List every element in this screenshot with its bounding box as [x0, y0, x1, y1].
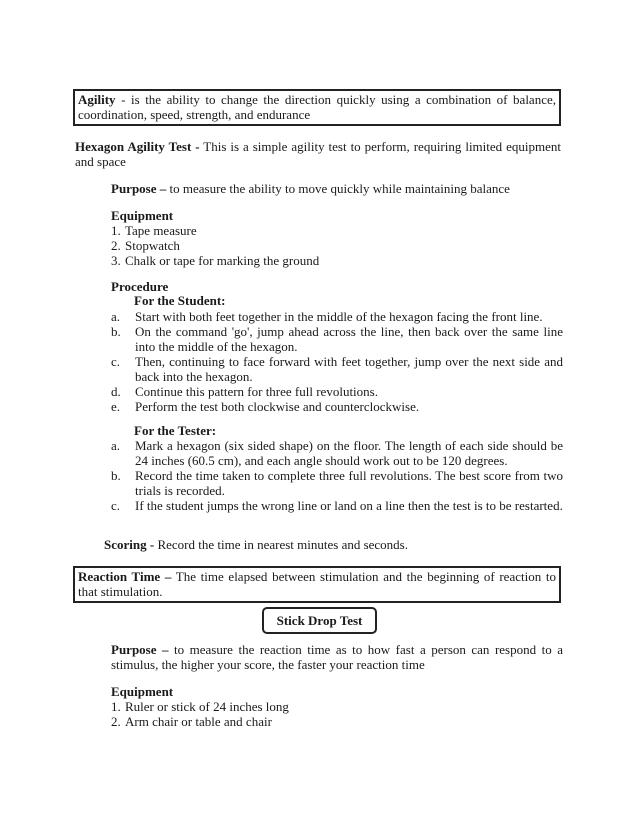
- list-item-text: Continue this pattern for three full revolutions.: [135, 384, 378, 399]
- scoring-label: Scoring -: [104, 537, 155, 552]
- list-item-text: Perform the test both clockwise and counterclockwise.: [135, 399, 420, 414]
- for-tester-heading: For the Tester:: [134, 423, 217, 438]
- stick-drop-equipment-heading: Equipment: [111, 684, 174, 699]
- list-item-text: Then, continuing to face forward with feet together, jump over the next side and back into the hexagon.: [135, 354, 563, 384]
- list-marker: a.: [111, 438, 121, 453]
- list-item-text: Record the time taken to complete three full revolutions. The best score from two trials is recorded.: [135, 468, 563, 498]
- list-item: [111, 324, 563, 354]
- scoring-text: Record the time in nearest minutes and seconds.: [154, 537, 408, 552]
- hexagon-equipment-list: [111, 223, 563, 268]
- stick-drop-purpose-label: Purpose –: [111, 642, 169, 657]
- stick-drop-test-title: Stick Drop Test: [262, 607, 377, 634]
- list-item: [111, 399, 563, 414]
- list-item: [111, 384, 563, 399]
- reaction-time-definition: The time elapsed between stimulation and the beginning of reaction to that stimulation.: [78, 569, 556, 599]
- list-item-text: Ruler or stick of 24 inches long: [125, 699, 289, 714]
- list-item: [111, 223, 563, 238]
- scoring-line: [104, 537, 563, 552]
- list-marker: a.: [111, 309, 121, 324]
- list-item: [111, 253, 563, 268]
- list-item: [111, 468, 563, 498]
- stick-drop-purpose: [111, 642, 563, 672]
- list-item-text: On the command 'go', jump ahead across the line, then back over the same line into the middle of the hexagon.: [135, 324, 563, 354]
- list-marker: b.: [111, 324, 121, 339]
- list-item-text: Tape measure: [125, 223, 197, 238]
- list-marker: e.: [111, 399, 121, 414]
- list-item: [111, 354, 563, 384]
- for-student-heading: For the Student:: [134, 293, 226, 308]
- student-steps-list: [111, 309, 563, 414]
- list-item: [111, 714, 563, 729]
- list-marker: 2.: [111, 238, 121, 253]
- procedure-heading: Procedure: [111, 279, 169, 294]
- list-item: [111, 699, 563, 714]
- agility-definition-box: [73, 89, 561, 126]
- list-item: [111, 498, 563, 513]
- list-marker: 2.: [111, 714, 121, 729]
- hexagon-intro-text: This is a simple agility test to perform, requiring limited equipment and space: [75, 139, 562, 169]
- list-item-text: Stopwatch: [125, 238, 180, 253]
- hexagon-purpose-text: to measure the ability to move quickly while maintaining balance: [166, 181, 510, 196]
- list-item-text: Start with both feet together in the middle of the hexagon facing the front line.: [135, 309, 543, 324]
- agility-term: Agility: [78, 92, 116, 107]
- tester-steps-list: [111, 438, 563, 513]
- list-item: [111, 438, 563, 468]
- hexagon-title: Hexagon Agility Test -: [75, 139, 200, 154]
- hexagon-purpose-label: Purpose –: [111, 181, 167, 196]
- hexagon-equipment-heading: Equipment: [111, 208, 174, 223]
- reaction-time-term: Reaction Time –: [78, 569, 172, 584]
- list-marker: 1.: [111, 699, 121, 714]
- list-item-text: If the student jumps the wrong line or land on a line then the test is to be restarted.: [135, 498, 563, 513]
- list-item: [111, 238, 563, 253]
- list-item-text: Arm chair or table and chair: [125, 714, 272, 729]
- hexagon-purpose: [111, 181, 563, 196]
- list-item: [111, 309, 563, 324]
- list-item-text: Chalk or tape for marking the ground: [125, 253, 320, 268]
- hexagon-intro: [75, 139, 561, 169]
- stick-drop-equipment-list: [111, 699, 563, 729]
- list-marker: c.: [111, 498, 121, 513]
- list-marker: 1.: [111, 223, 121, 238]
- list-item-text: Mark a hexagon (six sided shape) on the floor. The length of each side should be 24 inches (60.5 cm), and each angle should work out to be 120 degrees.: [135, 438, 563, 468]
- list-marker: 3.: [111, 253, 121, 268]
- agility-definition: - is the ability to change the direction quickly using a combination of balance, coordination, speed, strength, and endurance: [78, 92, 556, 122]
- list-marker: c.: [111, 354, 121, 369]
- list-marker: d.: [111, 384, 121, 399]
- stick-drop-purpose-text: to measure the reaction time as to how fast a person can respond to a stimulus, the higher your score, the faster your reaction time: [111, 642, 563, 672]
- reaction-time-definition-box: [73, 566, 561, 603]
- list-marker: b.: [111, 468, 121, 483]
